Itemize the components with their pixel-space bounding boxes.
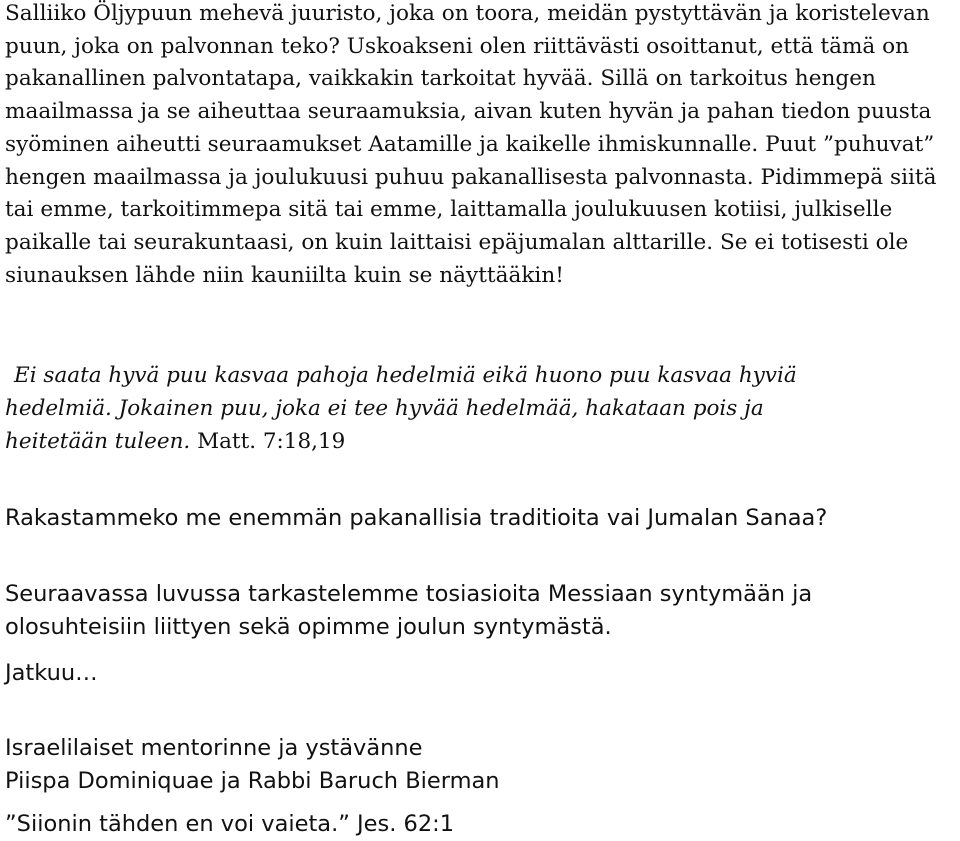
quote-line-3-text: heitetään tuleen. <box>5 429 191 454</box>
signature-line-2: Piispa Dominiquae ja Rabbi Baruch Bierman <box>5 768 500 794</box>
question-paragraph: Rakastammeko me enemmän pakanallisia traditioita vai Jumalan Sanaa? <box>5 505 828 531</box>
next-chapter-paragraph: Seuraavassa luvussa tarkastelemme tosiasioita Messiaan syntymään ja olosuhteisiin liittyen sekä opimme joulun syntymästä. <box>5 581 813 640</box>
quote-line-3 <box>5 426 345 459</box>
quote-reference: Matt. 7:18,19 <box>190 429 346 454</box>
quote-line-2: hedelmiä. Jokainen puu, joka ei tee hyvää hedelmää, hakataan pois ja <box>5 396 764 421</box>
quote-line-1: Ei saata hyvä puu kasvaa pahoja hedelmiä eikä huono puu kasvaa hyviä <box>14 363 797 388</box>
signature-line-1: Israelilaiset mentorinne ja ystävänne <box>5 735 423 761</box>
continues-text: Jatkuu… <box>5 660 98 686</box>
body-paragraph-olive-tree: Salliiko Öljypuun mehevä juuristo, joka on toora, meidän pystyttävän ja koristelevan puun, joka on palvonnan teko? Uskoakseni olen riittävästi osoittanut, että tämä on pakanallinen palvontatapa, vaikkakin tarkoitat hyvää. Sillä on tarkoitus hengen maailmassa ja se aiheuttaa seuraamuksia, aivan kuten hyvän ja pahan tiedon puusta syöminen aiheutti seuraamukset Aatamille ja kaikelle ihmiskunnalle. Puut ”puhuvat” hengen maailmassa ja joulukuusi puhuu pakanallisesta palvonnasta. Pidimmepä siitä tai emme, tarkoitimmepa sitä tai emme, laittamalla joulukuusen kotiisi, julkiselle paikalle tai seurakuntaasi, on kuin laittaisi epäjumalan alttarille. Se ei totisesti ole siunauksen lähde niin kauniilta kuin se näyttääkin! <box>5 1 937 288</box>
motto-line: ”Siionin tähden en voi vaieta.” Jes. 62:1 <box>5 811 455 837</box>
